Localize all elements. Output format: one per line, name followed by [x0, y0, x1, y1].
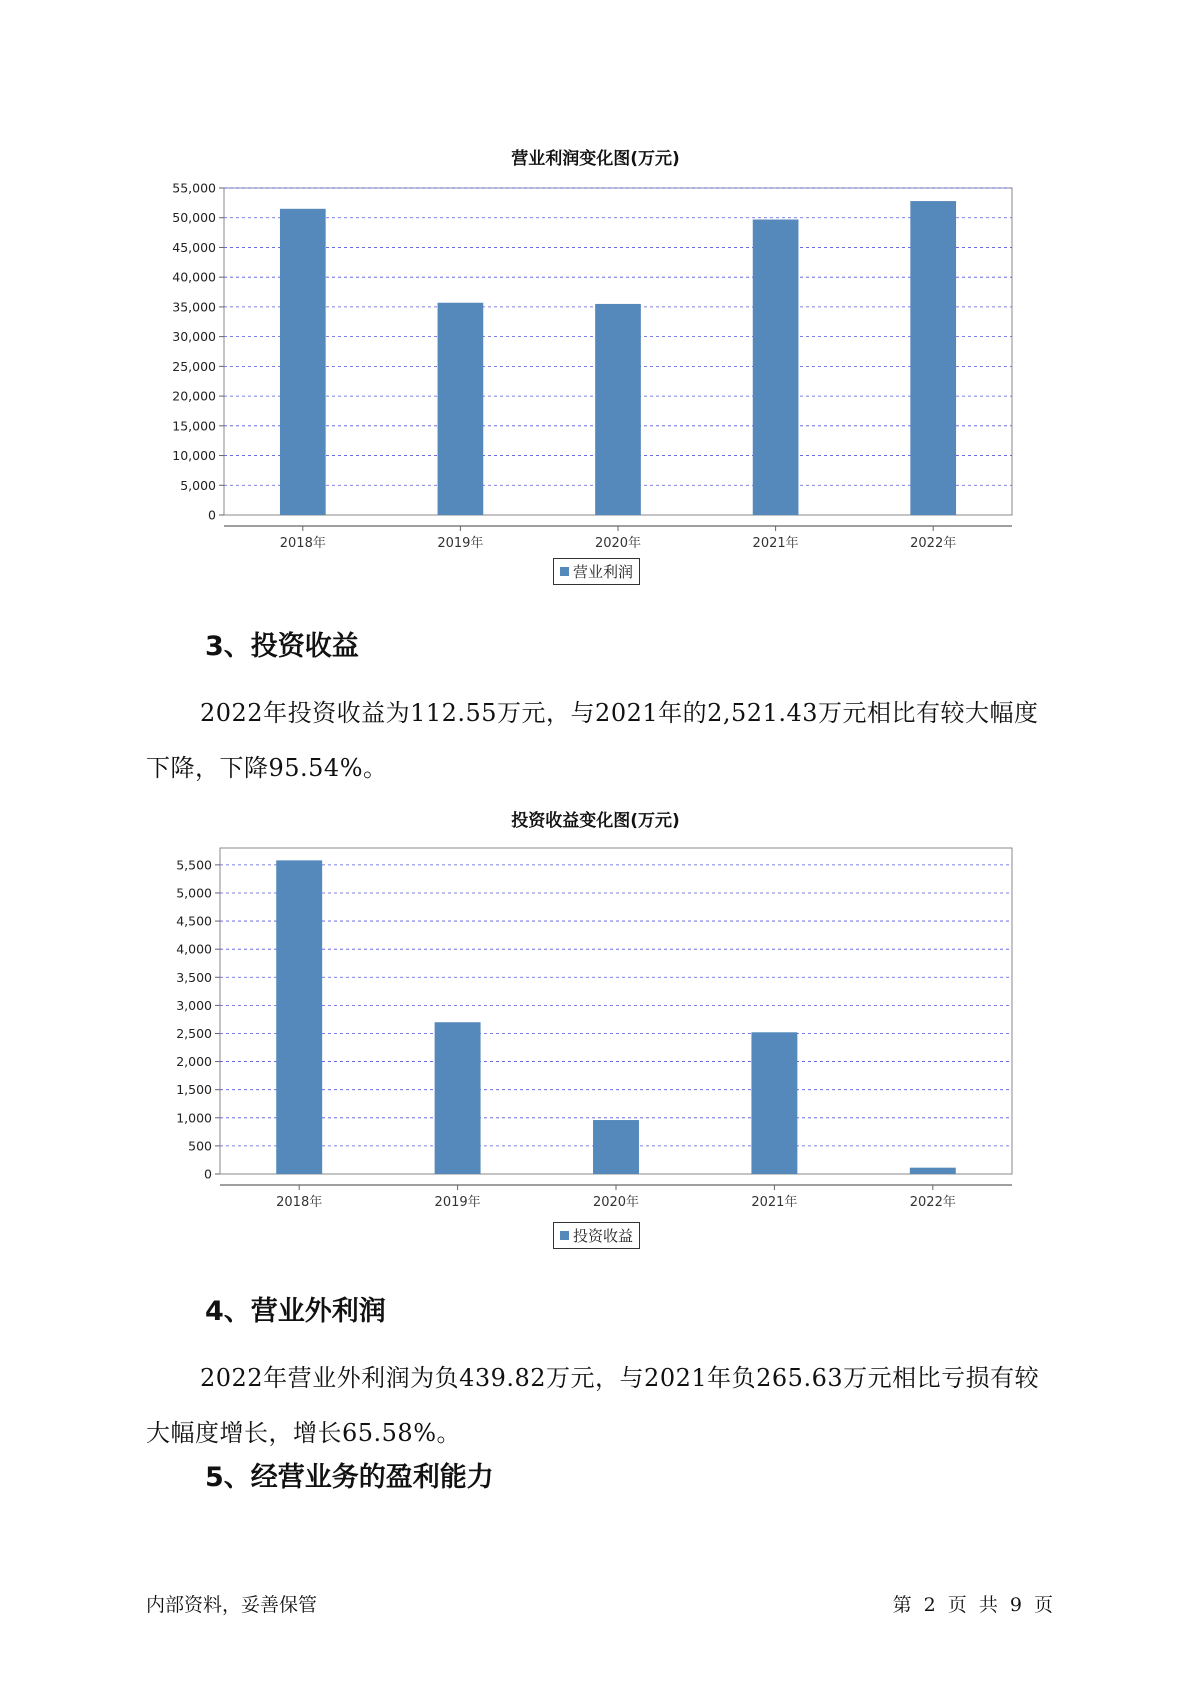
- section-3-paragraph: 2022年投资收益为112.55万元，与2021年的2,521.43万元相比有较大幅度下降，下降95.54%。: [146, 699, 1039, 782]
- y-tick-label: 3,000: [176, 997, 212, 1013]
- y-tick-label: 45,000: [172, 239, 216, 255]
- y-tick-label: 15,000: [172, 418, 216, 434]
- y-tick-label: 3,500: [176, 969, 212, 985]
- bar: [593, 1120, 639, 1174]
- y-tick-label: 10,000: [172, 448, 216, 464]
- legend-swatch: [560, 567, 569, 576]
- x-tick-label: 2020年: [592, 1195, 640, 1210]
- bar: [435, 1022, 481, 1174]
- bar: [276, 860, 322, 1174]
- operating-profit-chart: [0, 175, 1191, 595]
- x-tick-label: 2019年: [437, 536, 484, 551]
- y-tick-label: 55,000: [172, 180, 216, 196]
- x-tick-label: 2019年: [434, 1195, 481, 1210]
- bar: [910, 1168, 956, 1174]
- y-tick-label: 1,500: [176, 1082, 212, 1098]
- y-tick-label: 35,000: [172, 299, 216, 315]
- bar: [910, 201, 956, 515]
- x-tick-label: 2021年: [752, 536, 799, 551]
- x-tick-label: 2020年: [594, 536, 642, 551]
- x-tick-label: 2021年: [751, 1195, 798, 1210]
- y-tick-label: 1,000: [176, 1110, 212, 1126]
- y-tick-label: 500: [188, 1138, 212, 1154]
- y-tick-label: 50,000: [172, 210, 216, 226]
- y-tick-label: 25,000: [172, 358, 216, 374]
- x-tick-label: 2018年: [276, 1195, 323, 1210]
- section-4-paragraph: 2022年营业外利润为负439.82万元，与2021年负265.63万元相比亏损有较大幅度增长，增长65.58%。: [146, 1364, 1040, 1447]
- bar: [280, 209, 326, 515]
- bar: [753, 220, 799, 515]
- y-tick-label: 40,000: [172, 269, 216, 285]
- investment-income-chart: [0, 836, 1191, 1256]
- y-tick-label: 30,000: [172, 329, 216, 345]
- y-tick-label: 2,500: [176, 1025, 212, 1041]
- legend-swatch: [560, 1231, 569, 1240]
- chart2-title: 投资收益变化图(万元): [511, 811, 680, 831]
- chart1-legend: [553, 558, 640, 585]
- y-tick-label: 20,000: [172, 388, 216, 404]
- y-tick-label: 4,000: [176, 941, 212, 957]
- x-tick-label: 2018年: [279, 536, 326, 551]
- chart1-title: 营业利润变化图(万元): [511, 149, 680, 169]
- y-tick-label: 5,000: [176, 885, 212, 901]
- section-5-title: 5、经营业务的盈利能力: [205, 1462, 494, 1493]
- bar: [438, 303, 484, 515]
- y-tick-label: 4,500: [176, 913, 212, 929]
- x-tick-label: 2022年: [909, 1195, 956, 1210]
- chart2-legend-label: 投资收益: [573, 1227, 634, 1245]
- y-tick-label: 5,500: [176, 857, 212, 873]
- bar: [751, 1032, 797, 1174]
- chart2-legend: [553, 1222, 640, 1249]
- y-tick-label: 5,000: [180, 477, 216, 493]
- y-tick-label: 0: [208, 507, 216, 523]
- y-tick-label: 2,000: [176, 1054, 212, 1070]
- page-number: 第 2 页 共 9 页: [892, 1594, 1053, 1616]
- section-4-title: 4、营业外利润: [205, 1296, 386, 1327]
- bar: [595, 304, 641, 515]
- footer-note: 内部资料，妥善保管: [146, 1594, 318, 1616]
- y-tick-label: 0: [204, 1166, 212, 1182]
- chart1-legend-label: 营业利润: [573, 563, 634, 581]
- x-tick-label: 2022年: [910, 536, 957, 551]
- section-3-title: 3、投资收益: [205, 631, 359, 662]
